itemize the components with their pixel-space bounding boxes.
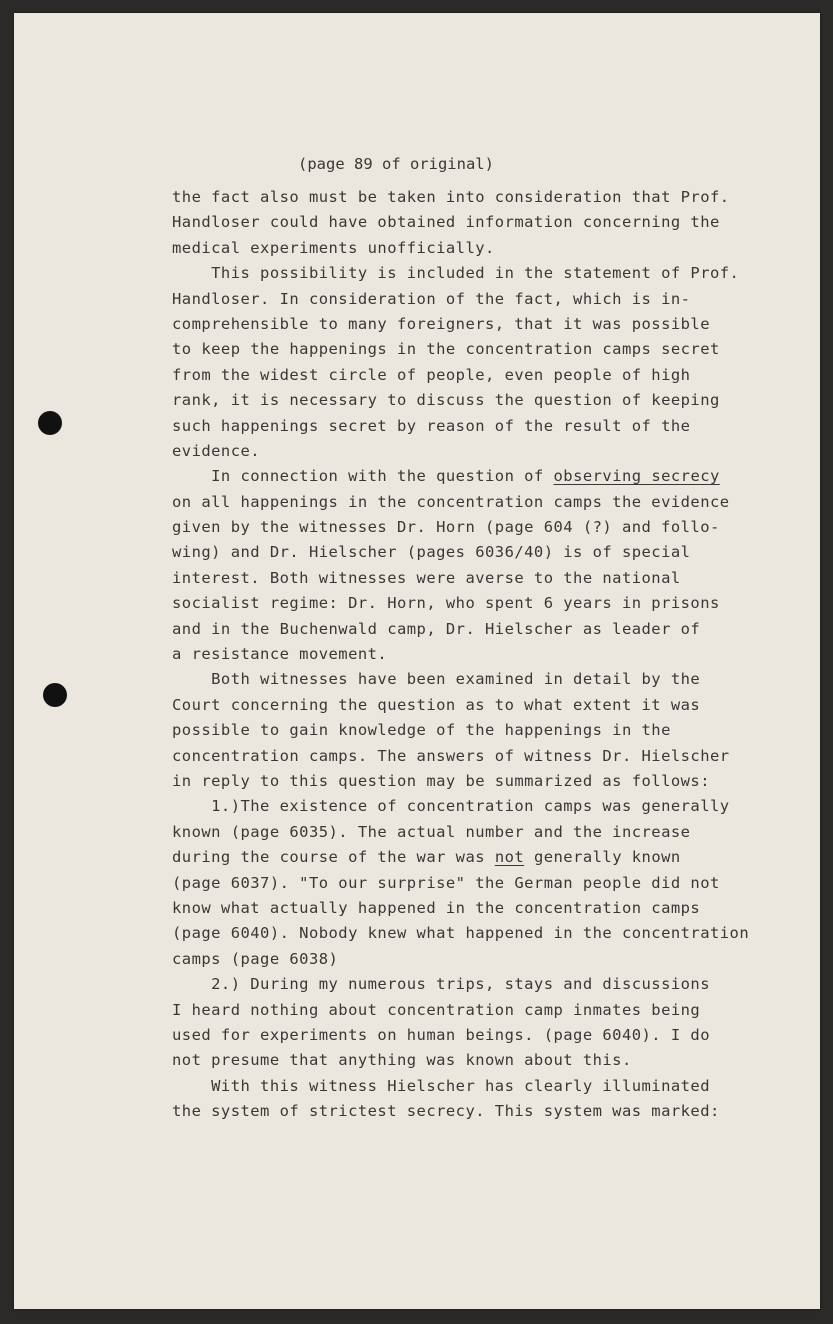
text-line: such happenings secret by reason of the result of the: [172, 416, 691, 435]
text-line: to keep the happenings in the concentration camps secret: [172, 340, 720, 359]
punch-hole-bottom: [43, 683, 67, 707]
text-line-with-underline: [172, 464, 749, 489]
text-line: not presume that anything was known about this.: [172, 1051, 632, 1070]
text-line: a resistance movement.: [172, 645, 388, 664]
text-line: Both witnesses have been examined in detail by the: [172, 670, 701, 689]
text-line: 1.)The existence of concentration camps was generally: [172, 797, 730, 816]
text-line: camps (page 6038): [172, 949, 339, 968]
text-line: concentration camps. The answers of witness Dr. Hielscher: [172, 746, 730, 765]
text-line: interest. Both witnesses were averse to the national: [172, 568, 681, 587]
text-line: Court concerning the question as to what extent it was: [172, 695, 701, 714]
document-page: [14, 13, 820, 1309]
text-line: socialist regime: Dr. Horn, who spent 6 years in prisons: [172, 594, 720, 613]
text-line: comprehensible to many foreigners, that it was possible: [172, 314, 710, 333]
text-line: and in the Buchenwald camp, Dr. Hielscher as leader of: [172, 619, 701, 638]
text-line: from the widest circle of people, even people of high: [172, 365, 691, 384]
text-line: the fact also must be taken into consideration that Prof.: [172, 188, 730, 206]
text-line: With this witness Hielscher has clearly illuminated: [172, 1076, 710, 1095]
text-line: possible to gain knowledge of the happenings in the: [172, 721, 671, 740]
text-line-with-underline: [172, 845, 749, 870]
text-line: 2.) During my numerous trips, stays and discussions: [172, 975, 710, 994]
text-line: evidence.: [172, 441, 261, 460]
text-line: known (page 6035). The actual number and the increase: [172, 822, 691, 841]
underlined-phrase: observing secrecy: [553, 467, 720, 486]
text-line: rank, it is necessary to discuss the question of keeping: [172, 391, 720, 410]
text-fragment: In connection with the question of: [172, 467, 554, 486]
text-line: Handloser could have obtained information concerning the: [172, 213, 720, 232]
text-fragment: during the course of the war was: [172, 848, 495, 867]
underlined-word: not: [494, 848, 525, 867]
text-line: used for experiments on human beings. (page 6040). I do: [172, 1025, 710, 1044]
page-marker: (page 89 of original): [298, 155, 494, 173]
text-line: (page 6037). "To our surprise" the German people did not: [172, 873, 720, 892]
text-line: the system of strictest secrecy. This system was marked:: [172, 1102, 720, 1121]
text-line: on all happenings in the concentration camps the evidence: [172, 492, 730, 511]
text-line: in reply to this question may be summarized as follows:: [172, 771, 710, 790]
text-line: I heard nothing about concentration camp inmates being: [172, 1000, 701, 1019]
text-line: Handloser. In consideration of the fact, which is in-: [172, 289, 691, 308]
text-fragment: generally known: [524, 848, 681, 867]
text-line: (page 6040). Nobody knew what happened in the concentration: [172, 924, 750, 943]
document-body: [172, 185, 749, 1124]
text-line: This possibility is included in the statement of Prof.: [172, 264, 740, 283]
text-line: medical experiments unofficially.: [172, 238, 495, 257]
punch-hole-top: [38, 411, 62, 435]
text-line: wing) and Dr. Hielscher (pages 6036/40) is of special: [172, 543, 691, 562]
text-line: know what actually happened in the concentration camps: [172, 898, 701, 917]
text-line: given by the witnesses Dr. Horn (page 604 (?) and follo-: [172, 518, 720, 537]
